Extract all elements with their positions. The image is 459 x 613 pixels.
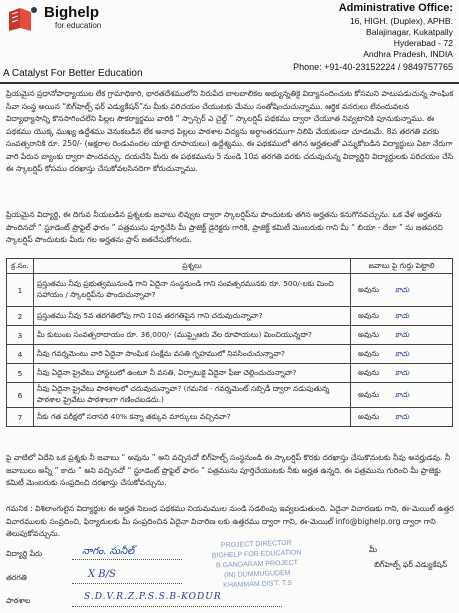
answer-yes: అవును [358, 348, 380, 358]
row-number: 5 [7, 364, 34, 383]
row-number: 3 [7, 326, 34, 345]
class-value: X B/S [88, 569, 116, 580]
brand-name: Bighelp [44, 4, 99, 21]
row-answer [351, 274, 453, 307]
stamp-line: BIGHELP FOR EDUCATION [211, 549, 302, 560]
class-underline [72, 583, 182, 584]
bighelp-logo-icon [6, 4, 40, 34]
eligibility-table [6, 258, 453, 427]
office-phone: Phone: +91-40-23152224 / 9849757765 [293, 62, 453, 72]
note-paragraph: గమనిక : విశిలాంగులైన విద్యార్థుల ఈ అర్హత నిబంధ పథకము నియమముల నుండి సడలింపు ఇవ్వబడుతుంది. ఏదైనా విచారణకు గాని, ఈ-మెయిల్ ఉత్తర విచారములకు సంప్రదించి, ఫిర్యాదులకు మీ సంప్రదించిన ఏదైనా విచారిణ లకు ఉత్తరము ద్వారా గాని, ఈ-మెయిల్ info@bighelp.org ద్వారా గాని తెలుపుకోవచ్చును. [6, 504, 454, 538]
school-value: S.D.V.R.Z.P.S.S.B-KODUR [84, 592, 222, 602]
table-row [7, 326, 453, 345]
row-question: నీవు గవర్నమెంటు వారి ఏదైనా సాంఘిక సంక్షేమ వసతి గృహములో నివసించుచున్నావా? [34, 345, 351, 364]
row-question: నీవు ఏదైనా ప్రైవేటు పాఠశాలలో చదువుచున్నావా? (గమనిక - గవర్నమెంట్ సబ్సిడీ ద్వారా నడుపుతున్న పాఠశాల ప్రైవేటు పాఠశాలగా గణించబడదు.) [34, 383, 351, 408]
answer-yes: అవును [358, 389, 380, 399]
answer-no-marked: కాదు [395, 284, 410, 294]
address-line: Andhra Pradesh, INDIA [363, 49, 453, 59]
row-answer [351, 345, 453, 364]
table-row [7, 274, 453, 307]
tagline: A Catalyst For Better Education [3, 68, 143, 79]
row-question: నీవు ఏదైనా ప్రైవేటు హాస్టలులో ఉంటూ నీ వసతి, ఏర్పాటుకై ఏదైనా ఫీజు చెల్లించుచున్నావా? [34, 364, 351, 383]
class-label: తరగతి [6, 573, 27, 582]
answer-no-marked: కాదు [395, 329, 410, 339]
row-number: 4 [7, 345, 34, 364]
answer-no-marked: కాదు [395, 348, 410, 358]
office-address-block [243, 2, 453, 72]
row-number: 1 [7, 274, 34, 307]
row-question: మీ కుటుంబ సంవత్సరాదాయం రూ. 36,000/- (ముప్పైఆరు వేల రూపాయలు) మించియున్నదా? [34, 326, 351, 345]
answer-yes: అవును [358, 284, 380, 294]
table-row [7, 307, 453, 326]
stamp-line: (IN) DUMMUGUDEM [223, 569, 291, 580]
intro-paragraph: ప్రియమైన ప్రధానోపాధ్యాయుల లేక గ్రామాధికారి, భారతదేశములోని నిరుపేద బాలబాలికల అభ్యున్నతికై విద్యానందించుట కోసమని పాటుపడుచున్న సాంఘిక సేవా సంస్థ అయిన “బిగ్‌హెల్ప్ ఫర్ ఎడ్యుకేషన్”ను మీకు పరిచయం చేయుటకు మేము సంతోషించుచున్నాము. ఆర్థిక వనరులు లేనందువలన విద్యాభ్యాసాన్ని కొనసాగించలేని పిల్లల సౌకర్యార్థము వారికి “ స్పాన్సర్ ఎ చైల్డ్ ” స్కాలర్షిప్ పథకము ద్వారా చేయూత నివ్వటానికి పూనుకున్నాము. ఈ పథకము యొక్క ముఖ్య ఉద్దేశము వెనుకబడిన లేక అనాధ పిల్లలు పాఠశాల విద్యను అర్ధాంతరముగా నిలిపి వేయకుండా చూడటమే. 8వ తరగతి వరకు సంవత్సరానికి రూ. 250/- (అక్షరాల రెండువందల యాభై రూపాయలు) ఉద్దేశ్యము. ఈ పథకములో తగిన అర్హతలతో ఎన్నుకోబడిన విద్యార్థులు ఏటా నేరుగా వారి పేరున బ్యాంకు ద్వారా పొందవచ్చు. దయచేసి మీరు ఈ పథకమును 5 నుండి 10వ తరగతి వరకు చదువుచున్న విద్యార్థిని విద్యార్థులకు పరిచయం చేసి ఈ స్కాలర్షిప్ కోసము దరఖాస్తు చేసుకోవలసినదిగా కోరుచున్నాము. [6, 89, 454, 173]
row-question: ప్రస్తుతము నీవు 5వ తరగతిలోపు గాని 10వ తరగతిపైన గాని చదువుచున్నావా? [34, 307, 351, 326]
answer-no-marked: కాదు [395, 411, 410, 421]
row-question: ప్రస్తుతము నీవు ప్రభుత్వమునుండి గాని ఏదైనా సంస్థనుండి గాని సంవత్సరమునకు రూ. 500/-లకు మించి సహాయం / స్కాలర్షిప్‌ను పొందుచున్నావా? [34, 274, 351, 307]
row-question: నీకు గత పరీక్షలో సరాసరి 40% కన్నా తక్కువ మార్కులు వచ్చినవా? [34, 408, 351, 427]
brand-subtitle: for education [55, 21, 102, 30]
address-line: Hyderabad - 72 [393, 38, 453, 48]
answer-yes: అవును [358, 310, 380, 320]
stamp-line: PROJECT DIRECTOR [220, 539, 292, 550]
row-number: 6 [7, 383, 34, 408]
student-name-label: విద్యార్థి పేరు [6, 549, 43, 558]
stamp-line: B.GANGARAM PROJECT [215, 559, 299, 570]
row-number: 7 [7, 408, 34, 427]
stamp-line: KHAMMAM DIS'T. T.S [223, 579, 293, 590]
signoff-organization: బిగ్‌హెల్ప్ ఫర్ ఎడ్యుకేషన్ [374, 560, 447, 569]
table-row [7, 345, 453, 364]
row-answer [351, 408, 453, 427]
row-answer [351, 383, 453, 408]
table-row [7, 383, 453, 408]
project-director-stamp [197, 538, 317, 592]
row-answer [351, 307, 453, 326]
table-header-row [7, 259, 453, 274]
name-underline [72, 559, 182, 560]
student-intro-paragraph: ప్రియమైన విద్యార్థి, ఈ దిగువ నీయబడిన ప్రశ్నలకు జవాబు లివ్వుట ద్వారా స్కాలర్షిప్‌ను పొందుటకు తగిన అర్హతను కనుగొనవచ్చును. ఒక వేళ అర్హతను పొందినచో “ స్టూడెంట్ ప్రొఫైల్ ఫారం ” పత్రమును పూర్తిచేసి మీ ప్రాజెక్ట్ డైరెక్టరు గారికి, ప్రాజెక్ట్ కమిటీ మెంబరుకు గాని మీ “ బియా - దేబా ” ను జతపరచి స్కాలర్షిప్ పొందుటకు మీరు గల అర్హతను ప్రాస్ జతచేసుకోగలరు. [6, 210, 443, 244]
header-divider [0, 82, 459, 84]
answer-yes: అవును [358, 329, 380, 339]
table-row [7, 364, 453, 383]
row-number: 2 [7, 307, 34, 326]
office-title: Administrative Office: [338, 2, 453, 14]
eligibility-paragraph: పై వాటిలో ఏదేని ఒక ప్రశ్నకు నీ జవాబు “ అవును ” అని వచ్చినచో బిగ్‌హెల్ప్ సంస్థనుండి ఈ స్కాలర్షిప్ కొరకు దరఖాస్తు చేసుకొనుటకు నీవు అనర్హుడవు. నీ జవాబులు అన్నీ “ కాదు ” అని వచ్చినచో “ స్టూడెంట్ ప్రొఫైల్ ఫారం ” పత్రమును పూర్తిచేయుటకు నీకు అర్హత ఉన్నది. ఈ పత్రమును గురించి మీ ప్రాజెక్టు కమిటీ మెంబరుకు సంప్రదించి దరఖాస్తు చేసుకోవచ్చును. [6, 453, 451, 487]
student-name-value: నాగం. సునీల్ [82, 546, 135, 557]
answer-no-marked: కాదు [395, 389, 410, 399]
row-answer [351, 326, 453, 345]
address-line: Balajinagar, Kukatpally [366, 27, 453, 37]
answer-no-marked: కాదు [395, 367, 410, 377]
signoff-yours: మీ [368, 545, 377, 554]
answer-yes: అవును [358, 411, 380, 421]
school-label: పాఠశాల [6, 596, 31, 605]
col-header-serial: క్ర.సం. [7, 259, 34, 274]
table-row [7, 408, 453, 427]
answer-yes: అవును [358, 367, 380, 377]
school-underline [72, 606, 282, 607]
col-header-questions: ప్రశ్నలు [34, 259, 351, 274]
answer-no-marked: కాదు [395, 310, 410, 320]
address-line: 16, HIGH. (Duplex), APHB. [349, 16, 453, 26]
row-answer [351, 364, 453, 383]
col-header-answer: జవాబు పై గుర్తు పెట్టాలి [351, 259, 453, 274]
